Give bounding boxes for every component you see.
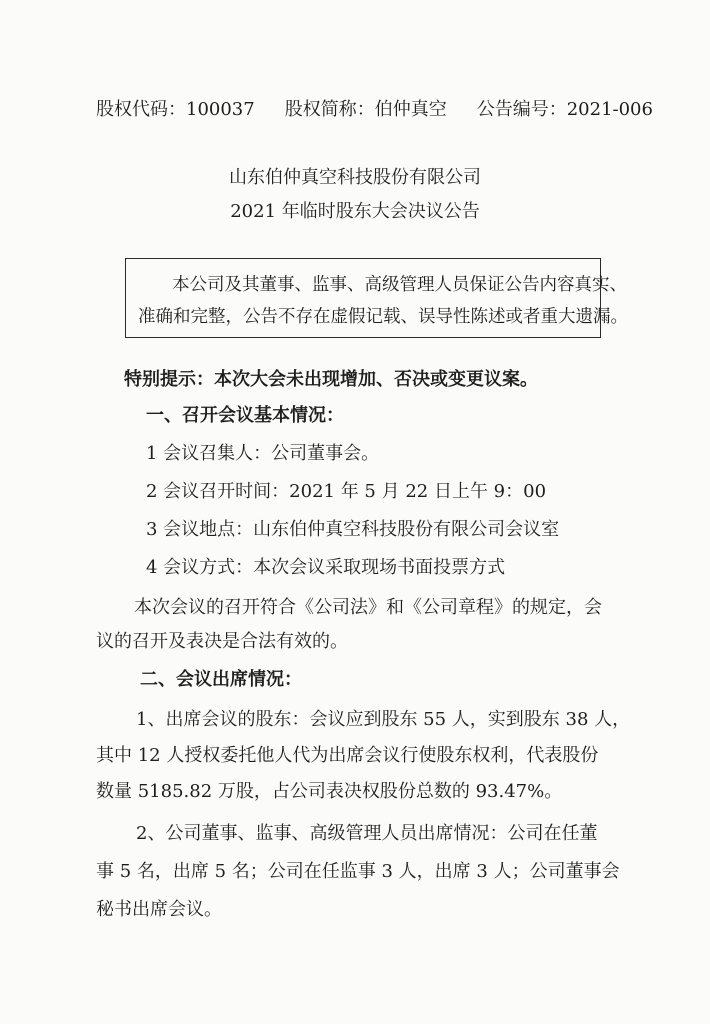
meeting-location: 3 会议地点：山东伯仲真空科技股份有限公司会议室 — [146, 519, 560, 540]
stock-code-label: 股权代码： — [96, 99, 186, 120]
attendance-paragraph-2-line-1: 2、公司董事、监事、高级管理人员出席情况：公司在任董 — [136, 823, 598, 844]
attendance-paragraph-1-line-3: 数量 5185.82 万股，占公司表决权股份总数的 93.47%。 — [96, 781, 563, 802]
notice-number-value: 2021-006 — [566, 99, 653, 120]
legality-line-2: 议的召开及表决是合法有效的。 — [96, 631, 348, 652]
attendance-paragraph-2-line-2: 事 5 名，出席 5 名；公司在任监事 3 人，出席 3 人；公司董事会 — [96, 861, 620, 882]
meeting-method: 4 会议方式：本次会议采取现场书面投票方式 — [146, 557, 506, 578]
stock-code-value: 100037 — [186, 99, 255, 120]
statement-line-1: 本公司及其董事、监事、高级管理人员保证公告内容真实、 — [172, 275, 627, 295]
attendance-paragraph-2-line-3: 秘书出席会议。 — [96, 899, 222, 920]
attendance-paragraph-1-line-2: 其中 12 人授权委托他人代为出席会议行使股东权利，代表股份 — [96, 745, 599, 766]
statement-box — [125, 258, 628, 338]
meeting-time: 2 会议召开时间：2021 年 5 月 22 日上午 9：00 — [146, 481, 547, 502]
document-header — [96, 98, 653, 122]
attendance-paragraph-1-line-1: 1、出席会议的股东：会议应到股东 55 人，实到股东 38 人， — [136, 709, 631, 730]
stock-short-name-label: 股权简称： — [284, 99, 375, 120]
notice-number-label: 公告编号： — [476, 99, 567, 120]
company-name-title: 山东伯仲真空科技股份有限公司 — [229, 167, 481, 188]
special-notice: 特别提示：本次大会未出现增加、否决或变更议案。 — [124, 369, 538, 390]
meeting-convener: 1 会议召集人：公司董事会。 — [146, 443, 380, 464]
announcement-title: 2021 年临时股东大会决议公告 — [230, 201, 480, 222]
statement-line-2: 准确和完整，公告不存在虚假记载、误导性陈述或者重大遗漏。 — [138, 307, 628, 327]
section-1-heading: 一、召开会议基本情况： — [146, 405, 344, 426]
legality-line-1: 本次会议的召开符合《公司法》和《公司章程》的规定，会 — [134, 597, 602, 618]
section-2-heading: 二、会议出席情况： — [140, 669, 302, 690]
stock-short-name-value: 伯仲真空 — [374, 99, 447, 120]
